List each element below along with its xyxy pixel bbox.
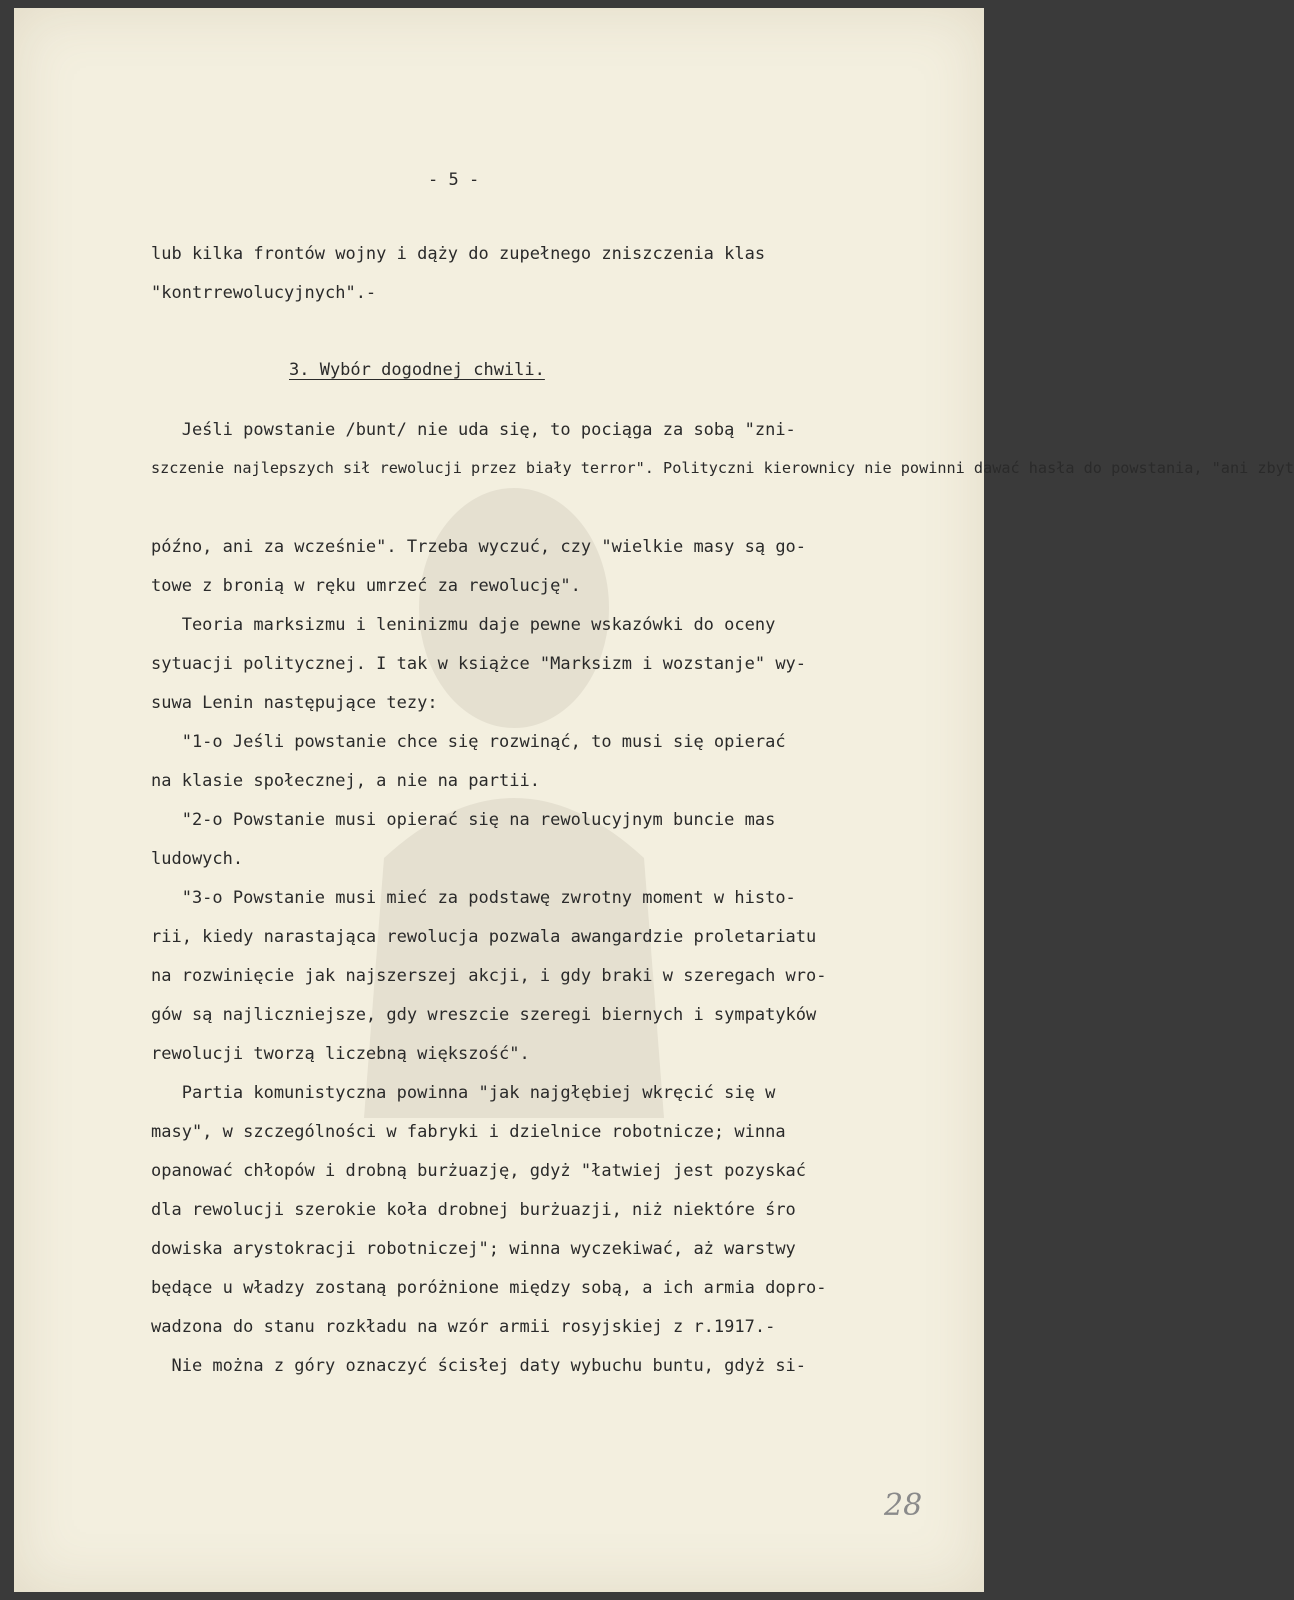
text-line: rewolucji tworzą liczebną większość". [151,1044,530,1064]
page-number: - 5 - [428,170,480,190]
text-line: towe z bronią w ręku umrzeć za rewolucję". [151,576,581,596]
text-line: "3-o Powstanie musi mieć za podstawę zwrotny moment w histo- [151,888,796,908]
text-line: na klasie społecznej, a nie na partii. [151,771,540,791]
text-line: opanować chłopów i drobną burżuazję, gdyż "łatwiej jest pozyskać [151,1161,807,1181]
document-page [14,8,1294,1592]
text-line: dla rewolucji szerokie koła drobnej burżuazji, niż niektóre śro [151,1200,796,1220]
text-line: Nie można z góry oznaczyć ścisłej daty wybuchu buntu, gdyż si- [151,1356,807,1376]
text-line: na rozwinięcie jak najszerszej akcji, i gdy braki w szeregach wro- [151,966,827,986]
text-line: wadzona do stanu rozkładu na wzór armii rosyjskiej z r.1917.- [151,1317,776,1337]
text-line: późno, ani za wcześnie". Trzeba wyczuć, czy "wielkie masy są go- [151,537,807,557]
text-line: rii, kiedy narastająca rewolucja pozwala awangardzie proletariatu [151,927,817,947]
text-line: suwa Lenin następujące tezy: [151,693,438,713]
text-line: będące u władzy zostaną poróżnione między sobą, a ich armia dopro- [151,1278,827,1298]
text-line: lub kilka frontów wojny i dąży do zupełnego zniszczenia klas [151,244,766,264]
text-line: masy", w szczególności w fabryki i dzielnice robotnicze; winna [151,1122,786,1142]
text-line: dowiska arystokracji robotniczej"; winna wyczekiwać, aż warstwy [151,1239,796,1259]
text-line: sytuacji politycznej. I tak w książce "Marksizm i wozstanje" wy- [151,654,807,674]
text-line: "2-o Powstanie musi opierać się na rewolucyjnym buncie mas [151,810,776,830]
text-line: ludowych. [151,849,244,869]
text-line: "kontrrewolucyjnych".- [151,283,377,303]
text-line: Partia komunistyczna powinna "jak najgłębiej wkręcić się w [151,1083,776,1103]
text-line: gów są najliczniejsze, gdy wreszcie szeregi biernych i sympatyków [151,1005,817,1025]
text-line: szczenie najlepszych sił rewolucji przez biały terror". Polityczni kierownicy nie powinni dawać hasła do powstania, "ani zbyt [151,459,1294,477]
text-line: Jeśli powstanie /bunt/ nie uda się, to pociąga za sobą "zni- [151,420,796,440]
folio-number: 28 [884,1488,923,1523]
section-heading: 3. Wybór dogodnej chwili. [289,360,545,380]
text-line: "1-o Jeśli powstanie chce się rozwinąć, to musi się opierać [151,732,786,752]
text-line: Teoria marksizmu i leninizmu daje pewne wskazówki do oceny [151,615,776,635]
